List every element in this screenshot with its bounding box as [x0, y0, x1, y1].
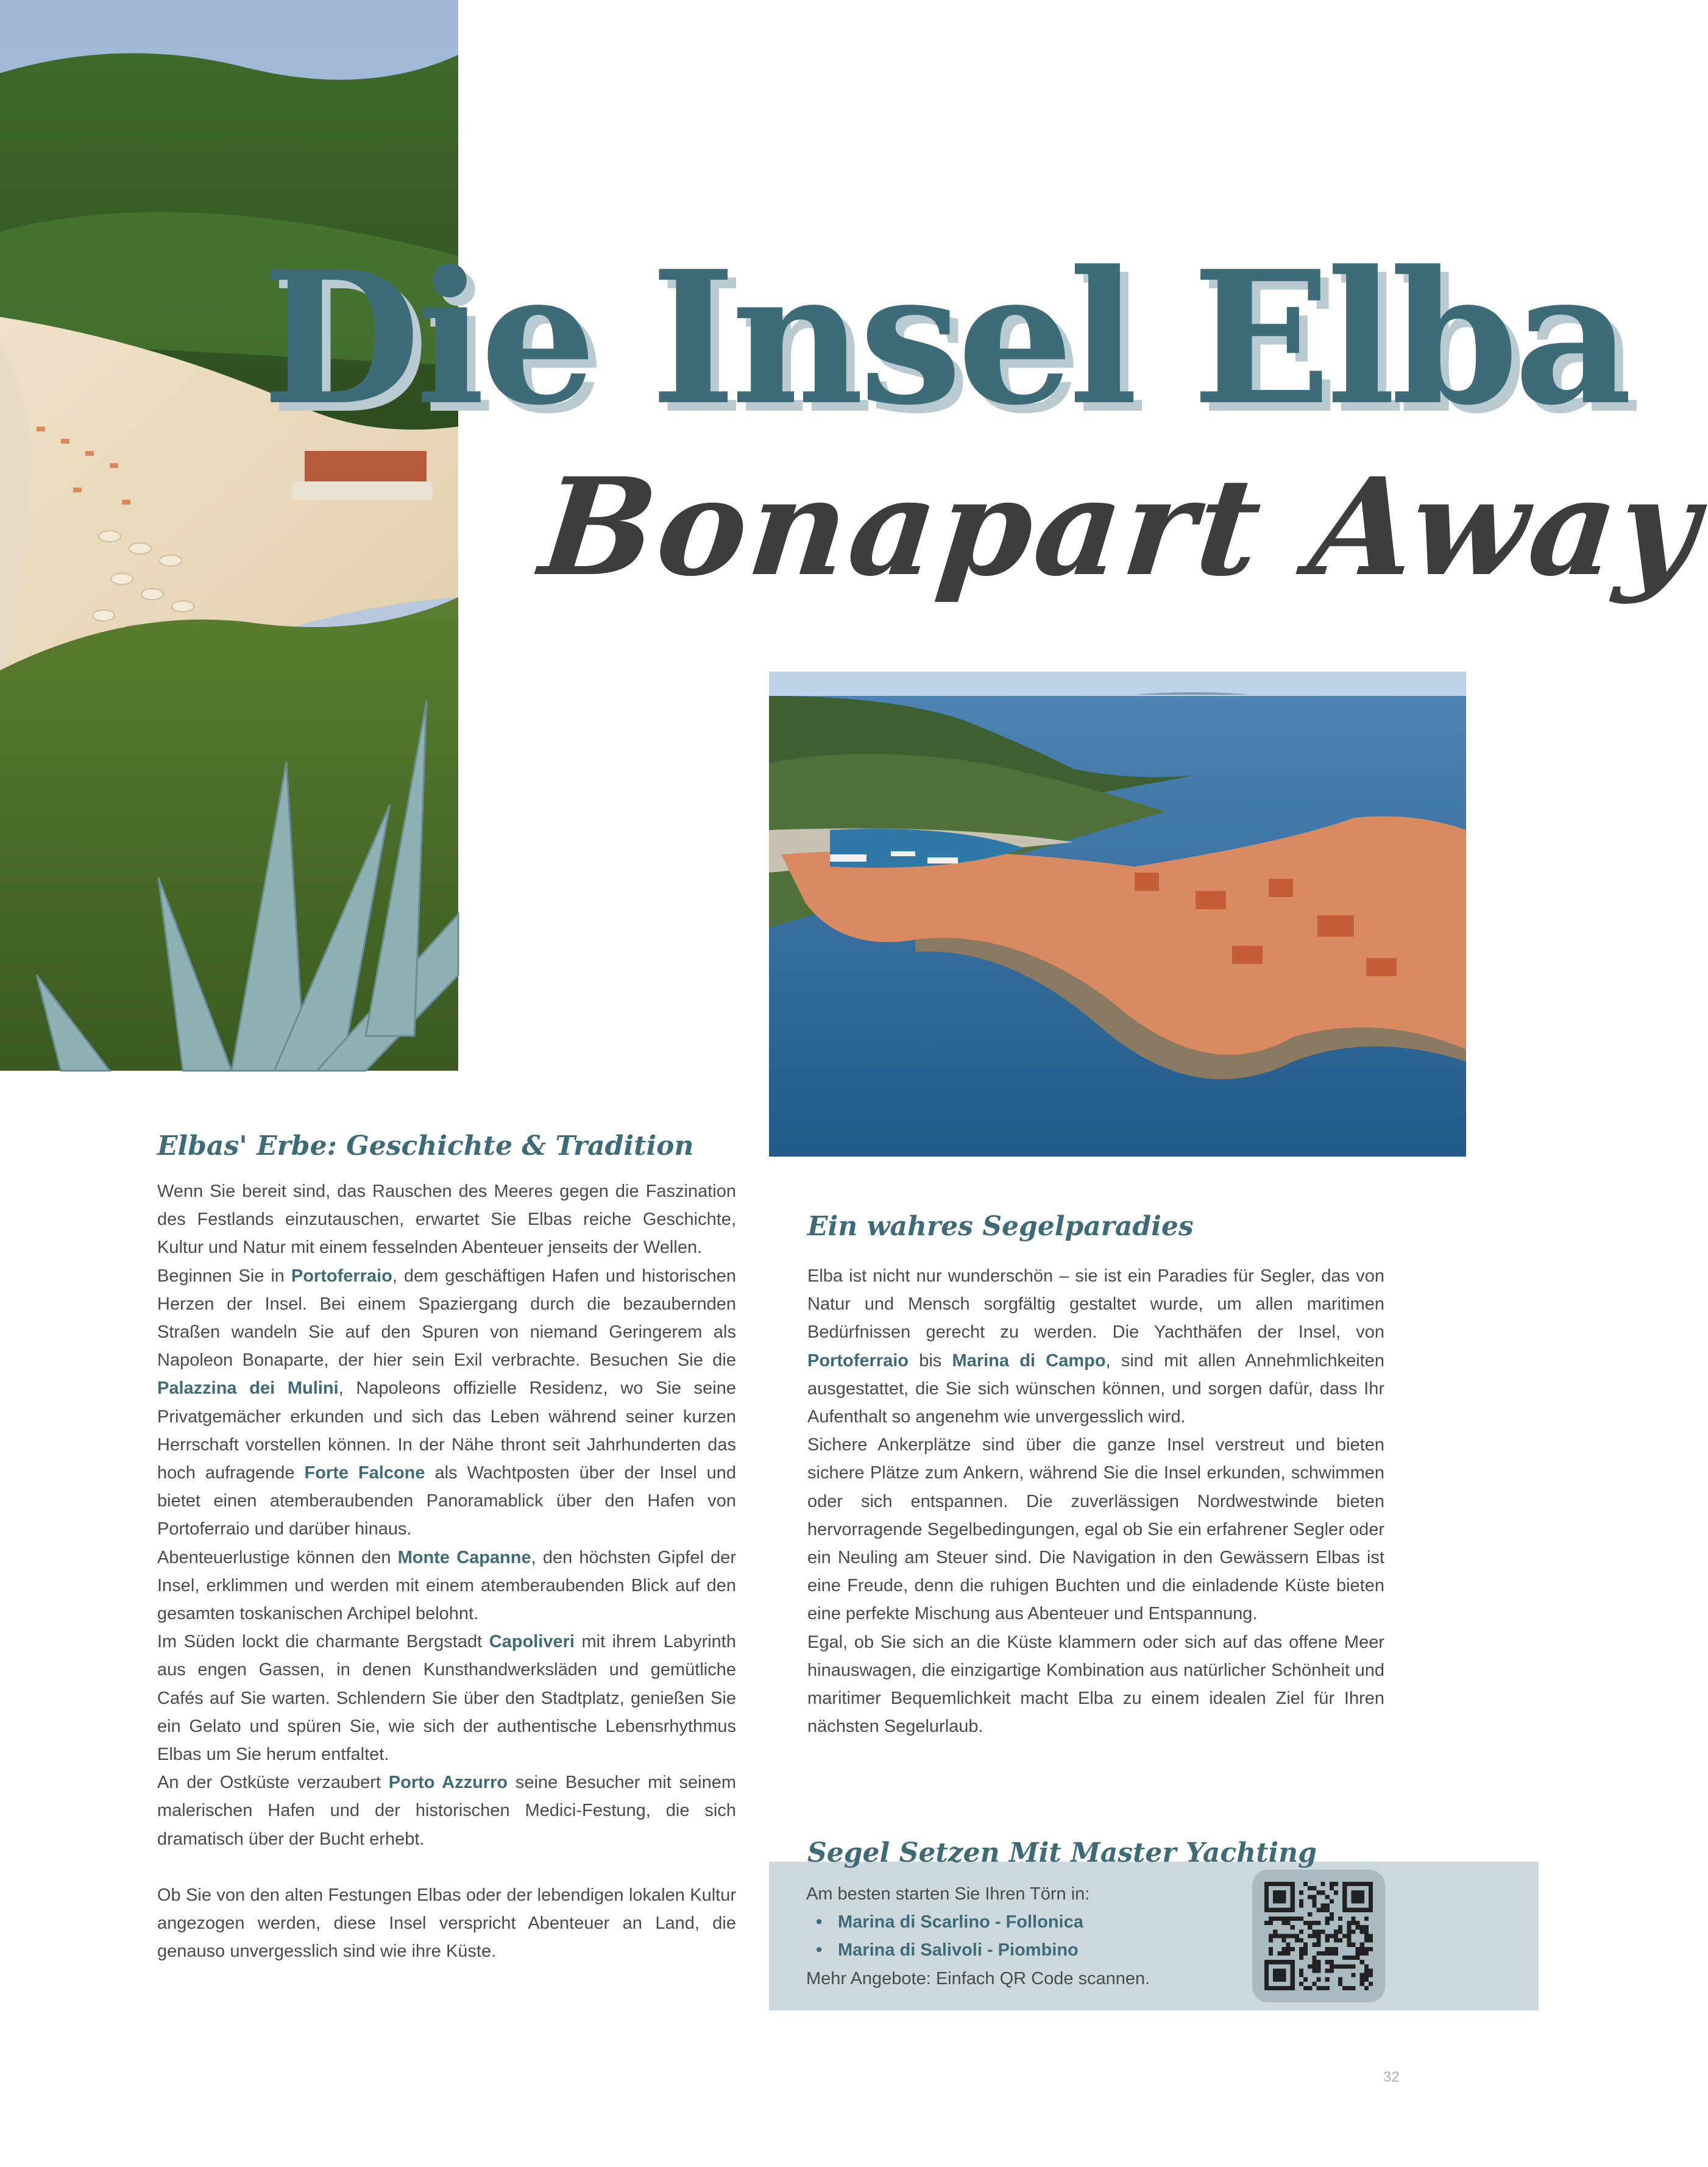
page-subtitle: Bonapart Away — [534, 448, 1708, 606]
place-name: Porto Azzurro — [388, 1773, 508, 1793]
place-name: Forte Falcone — [304, 1463, 425, 1483]
place-name: Palazzina dei Mulini — [157, 1378, 339, 1399]
place-name: Portoferraio — [807, 1350, 909, 1371]
qr-code-icon — [1264, 1882, 1373, 1990]
marina-item: • Marina di Scarlino - Follonica — [806, 1908, 1150, 1936]
paragraph — [157, 1177, 736, 1262]
text-run: , Napoleons offizielle Residenz, wo Sie seine Privatgemächer erkunden und sich das Leben während seiner kurzen Herrschaft vorstellen können. In der Nähe thront seit Jahrhunderten das hoch aufragende — [157, 1378, 737, 1483]
paragraph-spacer — [157, 1853, 736, 1881]
text-run: Sichere Ankerplätze sind über die ganze Insel verstreut und bieten sichere Plätze zum Ankern, während Sie die Insel erkunden, schwimmen oder sich entspannen. Die zuverlässigen Nordwestwinde bieten hervorragende Segelbedingungen, egal ob Sie ein erfahrener Segler oder ein Neuling am Steuer sind. Die Navigation in den Gewässern Elbas ist eine Freude, denn die ruhigen Buchten und die einladende Küste bieten eine perfekte Mischung aus Abenteuer und Entspannung. — [807, 1435, 1384, 1624]
text-run: mit ihrem Labyrinth aus engen Gassen, in denen Kunsthandwerksläden und gemütliche Cafés auf Sie warten. Schlendern Sie über den Stadtplatz, genießen Sie ein Gelato und spüren Sie, wie sich der authentische Lebensrhythmus Elbas um Sie herum entfaltet. — [157, 1632, 736, 1765]
booking-intro: Am besten starten Sie Ihren Törn in: — [806, 1884, 1090, 1904]
harbor-photo-illustration — [769, 672, 1466, 1157]
text-run: An der Ostküste verzaubert — [157, 1773, 389, 1793]
harbor-photo — [769, 672, 1466, 1157]
text-run: als Wachtposten über der Insel und bietet einen atemberaubenden Panoramablick über den Hafen von Portoferraio und darüber hinaus. — [157, 1463, 736, 1539]
text-run: , sind mit allen Annehmlichkeiten ausgestattet, die Sie sich wünschen können, und sorgen dafür, dass Ihr Aufenthalt so angenehm wie unvergesslich wird. — [807, 1350, 1384, 1427]
text-run: Wenn Sie bereit sind, das Rauschen des Meeres gegen die Faszination des Festlands einzutauschen, erwartet Sie Elbas reiche Geschichte, Kultur und Natur mit einem fesselnden Abenteuer jenseits der Wellen. — [157, 1182, 736, 1258]
booking-more: Mehr Angebote: Einfach QR Code scannen. — [806, 1968, 1150, 1988]
place-name: Marina di Campo — [952, 1350, 1106, 1371]
text-run: Beginnen Sie in — [157, 1266, 291, 1286]
place-name: Capoliveri — [489, 1632, 575, 1652]
section-heading-history: Elbas' Erbe: Geschichte & Tradition — [157, 1130, 694, 1162]
paragraph — [807, 1628, 1384, 1741]
text-run: Ob Sie von den alten Festungen Elbas oder der lebendigen lokalen Kultur angezogen werden, diese Insel verspricht Abenteuer an Land, die genauso unvergesslich sind wie ihre Küste. — [157, 1885, 736, 1962]
text-run: seine Besucher mit seinem malerischen Hafen und der historischen Medici-Festung, die sich dramatisch über der Bucht erhebt. — [157, 1773, 737, 1849]
history-text — [157, 1177, 736, 1966]
paragraph — [157, 1768, 736, 1853]
paragraph — [157, 1262, 736, 1544]
text-run: , den höchsten Gipfel der Insel, erklimmen und werden mit einem atemberaubenden Blick auf den gesamten toskanischen Archipel belohnt. — [157, 1547, 737, 1624]
text-run: Abenteuerlustige können den — [157, 1547, 398, 1567]
text-run: Egal, ob Sie sich an die Küste klammern oder sich auf das offene Meer hinauswagen, die einzigartige Kombination aus natürlicher Schönheit und maritimer Bequemlichkeit macht Elba zu einem idealen Ziel für Ihren nächsten Segelurlaub. — [807, 1632, 1384, 1737]
paragraph — [807, 1262, 1384, 1431]
section-heading-sailing: Ein wahres Segelparadies — [807, 1211, 1194, 1242]
paragraph — [157, 1544, 736, 1628]
beach-photo — [0, 0, 458, 1071]
paragraph — [157, 1628, 736, 1768]
text-run: Elba ist nicht nur wunderschön – sie ist ein Paradies für Segler, das von Natur und Mensch sorgfältig gestaltet wurde, um allen maritimen Bedürfnissen gerecht zu werden. Die Yachthäfen der Insel, von — [807, 1266, 1384, 1342]
beach-photo-illustration — [0, 0, 458, 1071]
text-run: Im Süden lockt die charmante Bergstadt — [157, 1632, 489, 1652]
marina-list — [806, 1908, 1150, 1964]
text-run: bis — [908, 1350, 952, 1371]
page-title: Die Insel Elba — [262, 230, 1628, 445]
paragraph — [807, 1431, 1384, 1628]
qr-code[interactable] — [1252, 1870, 1385, 2002]
sailing-text — [807, 1262, 1384, 1740]
place-name: Portoferraio — [291, 1266, 392, 1286]
marina-item: • Marina di Salivoli - Piombino — [806, 1936, 1150, 1964]
text-run: , dem geschäftigen Hafen und historischen Herzen der Insel. Bei einem Spaziergang durch die bezaubernden Straßen wandeln Sie auf den Spuren von niemand Geringerem als Napoleon Bonaparte, der hier sein Exil verbrachte. Besuchen Sie die — [157, 1266, 736, 1371]
place-name: Monte Capanne — [397, 1547, 531, 1567]
page-number: 32 — [1383, 2069, 1400, 2085]
paragraph — [157, 1881, 736, 1966]
booking-text — [806, 1880, 1150, 1993]
section-heading-booking: Segel Setzen Mit Master Yachting — [807, 1837, 1317, 1868]
